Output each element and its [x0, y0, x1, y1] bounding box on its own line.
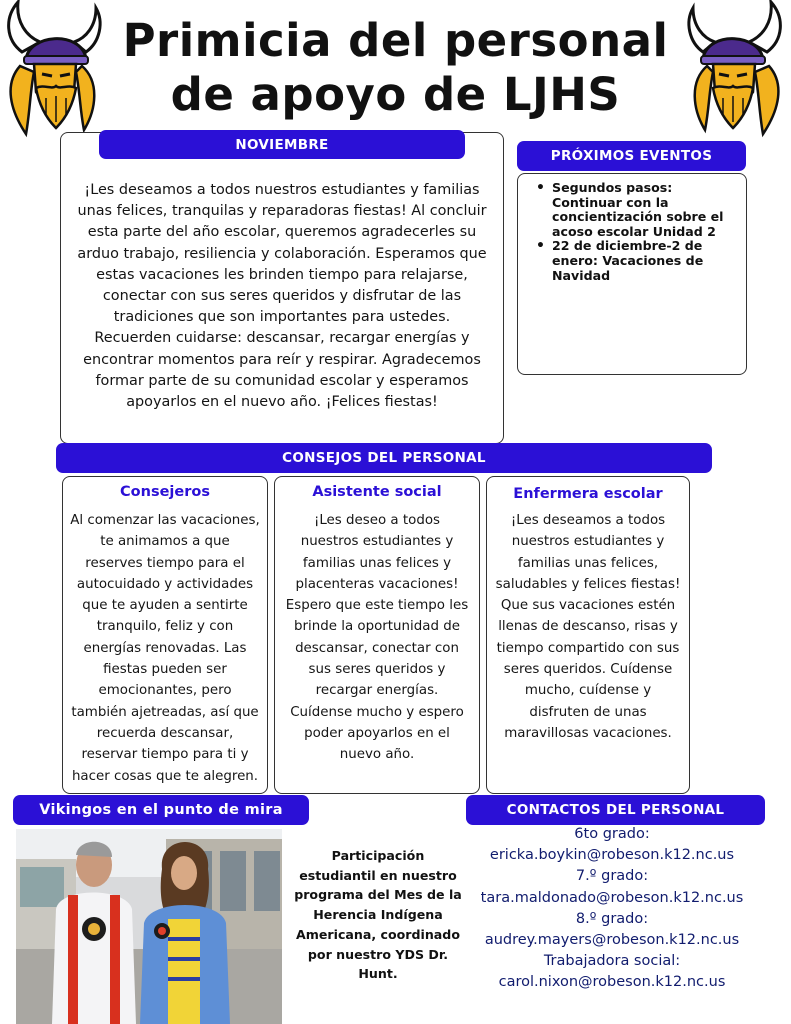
counselors-text: Al comenzar las vacaciones, te animamos a que reserves tiempo para el autocuidado y actividades que te ayuden a sentirte tranquilo, feliz y con energías renovadas. Las fiestas pueden ser emocionantes, pero también ajetreadas, así que recuerda descansar, reservar tiempo para ti y hacer cosas que te alegren.: [70, 513, 260, 784]
viking-mascot-right-icon: [681, 0, 789, 142]
contact-email[interactable]: carol.nixon@robeson.k12.nc.us: [498, 974, 726, 991]
spotlight-caption: Participación estudiantil en nuestro programa del Mes de la Herencia Indígena Americana, coordinado por nuestro YDS Dr. Hunt.: [294, 848, 462, 982]
contact-role: Trabajadora social:: [543, 953, 681, 970]
page-title-line-2: de apoyo de LJHS: [170, 68, 621, 121]
staff-tips-heading: CONSEJOS DEL PERSONAL: [56, 443, 712, 473]
contact-email[interactable]: audrey.mayers@robeson.k12.nc.us: [484, 932, 740, 949]
social-worker-title: Asistente social: [312, 484, 442, 500]
upcoming-events-list: [530, 181, 736, 283]
event-item: • Segundos pasos: Continuar con la concientización sobre el acoso escolar Unidad 2: [530, 181, 736, 239]
page-title-line-1: Primicia del personal: [122, 14, 669, 67]
staff-contacts-heading: CONTACTOS DEL PERSONAL: [466, 795, 765, 825]
upcoming-events-box: [517, 173, 747, 375]
contact-email[interactable]: ericka.boykin@robeson.k12.nc.us: [489, 847, 735, 864]
counselors-title: Consejeros: [120, 484, 210, 500]
viking-mascot-left-icon: [0, 0, 108, 142]
page-title: [110, 14, 681, 122]
contact-role: 8.º grado:: [575, 910, 649, 927]
school-nurse-title: Enfermera escolar: [513, 486, 663, 502]
november-message: ¡Les deseamos a todos nuestros estudiantes y familias unas felices, tranquilas y reparadoras fiestas! Al concluir esta parte del año escolar, queremos agradecerles su arduo trabajo, resiliencia y colaboración. Esperamos que estas vacaciones les brinden tiempo para relajarse, conectar con sus seres queridos y disfrutar de las tradiciones que son importantes para ustedes. Recuerden cuidarse: descansar, recargar energías y encontrar momentos para reír y respirar. Agradecemos formar parte de su comunidad escolar y esperamos apoyarlos en el nuevo año. ¡Felices fiestas!: [77, 182, 487, 411]
spotlight-heading: Vikingos en el punto de mira: [13, 795, 309, 825]
school-nurse-text: ¡Les deseamos a todos nuestros estudiantes y familias unas felices, saludables y felices fiestas! Que sus vacaciones estén llenas de descanso, risas y tiempo compartido con sus seres queridos. Cuídense mucho, cuídense y disfruten de unas maravillosas vacaciones.: [495, 513, 681, 741]
contact-role: 7.º grado:: [575, 868, 649, 885]
event-item: • 22 de diciembre-2 de enero: Vacaciones de Navidad: [530, 239, 736, 283]
upcoming-events-heading: PRÓXIMOS EVENTOS: [517, 141, 746, 171]
contact-role: 6to grado:: [574, 826, 650, 842]
spotlight-photo: [16, 829, 282, 1024]
contact-email[interactable]: tara.maldonado@robeson.k12.nc.us: [480, 889, 744, 906]
social-worker-text: ¡Les deseo a todos nuestros estudiantes y familias unas felices y placenteras vacaciones! Espero que este tiempo les brinde la oportunidad de descansar, conectar con sus seres queridos y recargar energías. Cuídense mucho y espero poder apoyarlos en el nuevo año.: [285, 513, 469, 763]
students-photo-illustration: [16, 829, 282, 1024]
staff-contacts-list: [462, 824, 762, 994]
november-heading: NOVIEMBRE: [99, 130, 465, 159]
